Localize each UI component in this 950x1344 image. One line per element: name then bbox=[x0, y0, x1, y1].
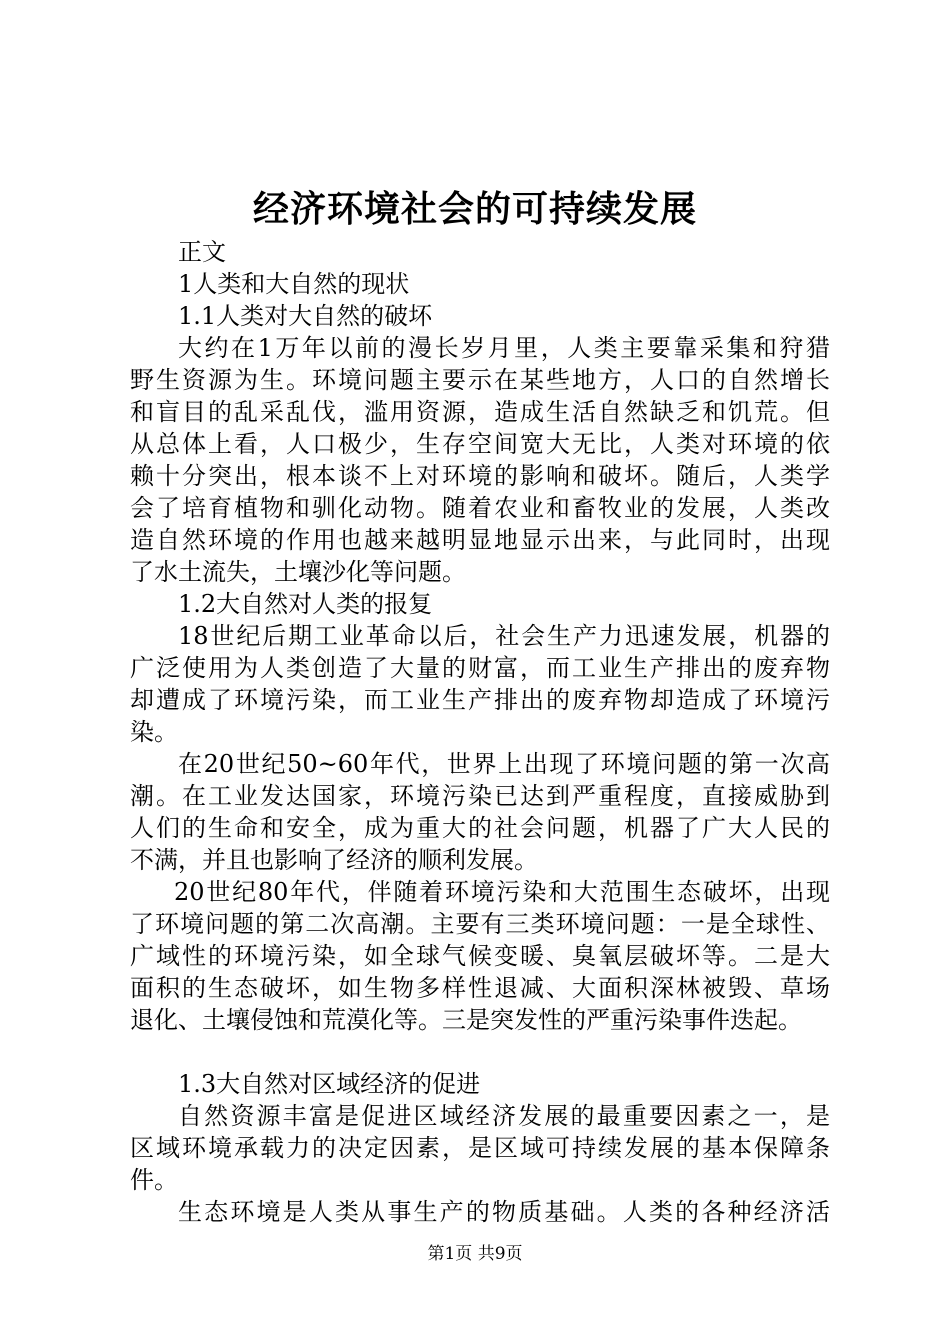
text-line: 野生资源为生。环境问题主要示在某些地方，人口的自然增长 bbox=[130, 366, 830, 394]
text-line: 从总体上看，人口极少，生存空间宽大无比，人类对环境的依 bbox=[130, 430, 830, 458]
text-line: 赖十分突出，根本谈不上对环境的影响和破坏。随后，人类学 bbox=[130, 462, 830, 490]
text-line: 造自然环境的作用也越来越明显地显示出来，与此同时，出现 bbox=[130, 526, 830, 554]
section-heading-1: 1人类和大自然的现状 bbox=[178, 270, 410, 298]
paragraph-1 bbox=[130, 332, 830, 588]
paragraph-4 bbox=[130, 876, 830, 1036]
section-label: 正文 bbox=[178, 238, 226, 266]
text-line: 件。 bbox=[130, 1166, 178, 1194]
text-line: 18世纪后期工业革命以后，社会生产力迅速发展，机器的 bbox=[178, 622, 830, 650]
paragraph-5 bbox=[130, 1100, 830, 1196]
text-line: 会了培育植物和驯化动物。随着农业和畜牧业的发展，人类改 bbox=[130, 494, 830, 522]
document-title: 经济环境社会的可持续发展 bbox=[252, 188, 697, 230]
text-line: 广泛使用为人类创造了大量的财富，而工业生产排出的废弃物 bbox=[130, 654, 830, 682]
text-line: 人们的生命和安全，成为重大的社会问题，机器了广大人民的 bbox=[130, 814, 830, 842]
text-line: 退化、土壤侵蚀和荒漠化等。三是突发性的严重污染事件迭起。 bbox=[130, 1006, 802, 1034]
paragraph-2 bbox=[130, 620, 830, 748]
document-body bbox=[130, 236, 830, 1228]
text-line: 了水土流失，土壤沙化等问题。 bbox=[130, 558, 466, 586]
text-line: 却遭成了环境污染，而工业生产排出的废弃物却造成了环境污 bbox=[130, 686, 830, 714]
text-line: 自然资源丰富是促进区域经济发展的最重要因素之一，是 bbox=[178, 1102, 830, 1130]
text-line: 在20世纪50~60年代，世界上出现了环境问题的第一次高 bbox=[178, 750, 830, 778]
text-line: 面积的生态破坏，如生物多样性退减、大面积深林被毁、草场 bbox=[130, 974, 830, 1002]
text-line: 大约在1万年以前的漫长岁月里，人类主要靠采集和狩猎 bbox=[178, 334, 830, 362]
subsection-heading-1-3: 1.3大自然对区域经济的促进 bbox=[178, 1070, 481, 1098]
text-line: 广域性的环境污染，如全球气候变暖、臭氧层破坏等。二是大 bbox=[130, 942, 830, 970]
text-line: 不满，并且也影响了经济的顺利发展。 bbox=[130, 846, 538, 874]
text-line: 区域环境承载力的决定因素，是区域可持续发展的基本保障条 bbox=[130, 1134, 830, 1162]
paragraph-3 bbox=[130, 748, 830, 876]
paragraph-6 bbox=[130, 1196, 830, 1228]
text-line: 潮。在工业发达国家，环境污染已达到严重程度，直接威胁到 bbox=[130, 782, 830, 810]
subsection-heading-1-2: 1.2大自然对人类的报复 bbox=[178, 590, 433, 618]
text-line: 染。 bbox=[130, 718, 178, 746]
text-line: 20世纪80年代，伴随着环境污染和大范围生态破坏，出现 bbox=[174, 878, 830, 906]
blank-line bbox=[130, 1036, 830, 1068]
text-line: 和盲目的乱采乱伐，滥用资源，造成生活自然缺乏和饥荒。但 bbox=[130, 398, 830, 426]
subsection-heading-1-1: 1.1人类对大自然的破坏 bbox=[178, 302, 433, 330]
text-line: 了环境问题的第二次高潮。主要有三类环境问题：一是全球性、 bbox=[130, 910, 830, 938]
page-footer: 第1页 共9页 bbox=[427, 1244, 523, 1264]
text-line: 生态环境是人类从事生产的物质基础。人类的各种经济活 bbox=[178, 1198, 830, 1226]
